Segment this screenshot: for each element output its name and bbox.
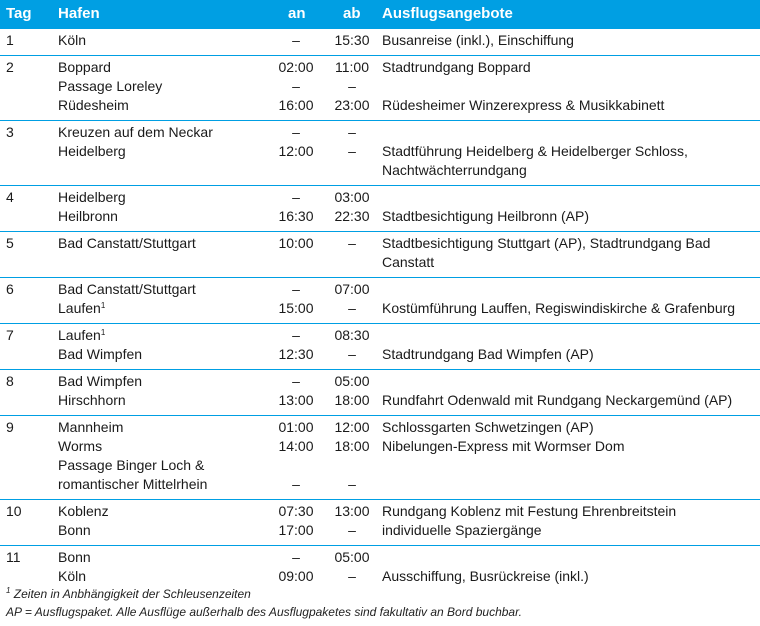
port-name: Bonn: [58, 549, 91, 565]
port-name: Bad Canstatt/Stuttgart: [58, 235, 196, 251]
port-name: Laufen$^1$: [58, 300, 106, 316]
table-row: [0, 456, 760, 475]
port-name: Worms: [58, 438, 103, 454]
excursion: Canstatt: [382, 254, 435, 270]
departure-time: 05:00: [334, 373, 370, 389]
port-name: Passage Loreley: [58, 78, 163, 94]
arrival-time: 01:00: [278, 419, 314, 435]
arrival-time: 15:00: [278, 300, 314, 316]
arrival-time: 17:00: [278, 522, 314, 538]
row-separator: [0, 55, 760, 56]
day-number: 9: [6, 419, 14, 435]
arrival-time: –: [292, 549, 300, 565]
port-name: Bad Wimpfen: [58, 346, 143, 362]
day-number: 10: [6, 503, 22, 519]
table-row: [0, 234, 760, 253]
excursion: Kostümführung Lauffen, Regiswindiskirche & Grafenburg: [382, 300, 736, 316]
table-row: [0, 326, 760, 345]
arrival-time: –: [292, 373, 300, 389]
row-separator: [0, 28, 760, 29]
departure-time: 18:00: [334, 392, 370, 408]
day-number: 7: [6, 327, 14, 343]
departure-time: –: [348, 124, 356, 140]
table-row: [0, 77, 760, 96]
arrival-time: –: [292, 281, 300, 297]
departure-time: 22:30: [334, 208, 370, 224]
port-name: Heidelberg: [58, 189, 126, 205]
port-name: Rüdesheim: [58, 97, 129, 113]
departure-time: 13:00: [334, 503, 370, 519]
table-row: [0, 502, 760, 521]
header-ausflug: Ausflugsangebote: [382, 5, 513, 22]
port-name: Kreuzen auf dem Neckar: [58, 124, 213, 140]
arrival-time: 16:30: [278, 208, 314, 224]
departure-time: 12:00: [334, 419, 370, 435]
excursion: Ausschiffung, Busrückreise (inkl.): [382, 568, 589, 584]
row-separator: [0, 415, 760, 416]
excursion: Schlossgarten Schwetzingen (AP): [382, 419, 594, 435]
row-separator: [0, 369, 760, 370]
port-name: Mannheim: [58, 419, 124, 435]
table-row: [0, 142, 760, 161]
arrival-time: 10:00: [278, 235, 314, 251]
footnote-2: AP = Ausflugspaket. Alle Ausflüge außerhalb des Ausflugpaketes sind fakultativ an Bord buchbar.: [6, 605, 522, 619]
table-row: [0, 548, 760, 567]
excursion: Stadtrundgang Boppard: [382, 59, 531, 75]
arrival-time: 09:00: [278, 568, 314, 584]
arrival-time: 12:30: [278, 346, 314, 362]
table-row: [0, 253, 760, 272]
excursion: Rundgang Koblenz mit Festung Ehrenbreitstein: [382, 503, 677, 519]
arrival-time: –: [292, 32, 300, 48]
table-row: [0, 123, 760, 142]
table-row: [0, 96, 760, 115]
departure-time: 03:00: [334, 189, 370, 205]
departure-time: –: [348, 78, 356, 94]
day-number: 11: [6, 549, 21, 565]
departure-time: –: [348, 346, 356, 362]
port-name: Hirschhorn: [58, 392, 126, 408]
day-number: 6: [6, 281, 14, 297]
departure-time: 15:30: [334, 32, 370, 48]
arrival-time: 07:30: [278, 503, 314, 519]
departure-time: 08:30: [334, 327, 370, 343]
departure-time: 05:00: [334, 549, 370, 565]
table-row: [0, 280, 760, 299]
arrival-time: 13:00: [278, 392, 314, 408]
excursion: Busanreise (inkl.), Einschiffung: [382, 32, 574, 48]
table-row: [0, 475, 760, 494]
excursion: Rundfahrt Odenwald mit Rundgang Neckargemünd (AP): [382, 392, 733, 408]
header-hafen: Hafen: [58, 5, 100, 22]
port-name: Heilbronn: [58, 208, 118, 224]
port-name: Köln: [58, 32, 87, 48]
departure-time: –: [348, 143, 356, 159]
day-number: 4: [6, 189, 14, 205]
header-tag: Tag: [6, 5, 32, 22]
table-row: [0, 207, 760, 226]
table-row: [0, 58, 760, 77]
departure-time: 18:00: [334, 438, 370, 454]
table-row: [0, 437, 760, 456]
departure-time: –: [348, 235, 356, 251]
footnote-1: $^1$ Zeiten in Anbhängigkeit der Schleusenzeiten: [6, 586, 251, 601]
row-separator: [0, 545, 760, 546]
table-row: [0, 391, 760, 410]
port-name: Bad Wimpfen: [58, 373, 143, 389]
departure-time: 11:00: [335, 59, 369, 75]
table-header: [0, 0, 760, 28]
day-number: 3: [6, 124, 14, 140]
day-number: 1: [6, 32, 14, 48]
arrival-time: –: [292, 327, 300, 343]
arrival-time: –: [292, 78, 300, 94]
arrival-time: –: [292, 124, 300, 140]
arrival-time: –: [292, 476, 300, 492]
arrival-time: –: [292, 189, 300, 205]
table-row: [0, 345, 760, 364]
departure-time: 23:00: [334, 97, 370, 113]
port-name: Boppard: [58, 59, 111, 75]
row-separator: [0, 323, 760, 324]
departure-time: –: [348, 568, 356, 584]
arrival-time: 14:00: [278, 438, 314, 454]
row-separator: [0, 231, 760, 232]
excursion: Stadtführung Heidelberg & Heidelberger Schloss,: [382, 143, 688, 159]
departure-time: –: [348, 476, 356, 492]
day-number: 2: [6, 59, 14, 75]
table-row: [0, 567, 760, 586]
row-separator: [0, 120, 760, 121]
excursion: Stadtrundgang Bad Wimpfen (AP): [382, 346, 594, 362]
arrival-time: 16:00: [278, 97, 314, 113]
port-name: romantischer Mittelrhein: [58, 476, 208, 492]
excursion: Stadtbesichtigung Stuttgart (AP), Stadtrundgang Bad: [382, 235, 711, 251]
row-separator: [0, 499, 760, 500]
port-name: Laufen$^1$: [58, 327, 106, 343]
table-row: [0, 31, 760, 50]
excursion: Nibelungen-Express mit Wormser Dom: [382, 438, 625, 454]
day-number: 8: [6, 373, 14, 389]
day-number: 5: [6, 235, 14, 251]
port-name: Passage Binger Loch &: [58, 457, 205, 473]
excursion: Rüdesheimer Winzerexpress & Musikkabinett: [382, 97, 665, 113]
departure-time: 07:00: [334, 281, 370, 297]
arrival-time: 12:00: [278, 143, 314, 159]
port-name: Bad Canstatt/Stuttgart: [58, 281, 196, 297]
table-row: [0, 372, 760, 391]
excursion: Stadtbesichtigung Heilbronn (AP): [382, 208, 590, 224]
departure-time: –: [348, 300, 356, 316]
header-an: an: [288, 5, 306, 22]
excursion: individuelle Spaziergänge: [382, 522, 542, 538]
departure-time: –: [348, 522, 356, 538]
header-ab: ab: [343, 5, 361, 22]
row-separator: [0, 277, 760, 278]
port-name: Heidelberg: [58, 143, 126, 159]
arrival-time: 02:00: [278, 59, 314, 75]
excursion: Nachtwächterrundgang: [382, 162, 527, 178]
port-name: Koblenz: [58, 503, 109, 519]
port-name: Bonn: [58, 522, 91, 538]
table-row: [0, 521, 760, 540]
table-row: [0, 161, 760, 180]
table-row: [0, 418, 760, 437]
table-row: [0, 299, 760, 318]
table-row: [0, 188, 760, 207]
port-name: Köln: [58, 568, 87, 584]
row-separator: [0, 185, 760, 186]
